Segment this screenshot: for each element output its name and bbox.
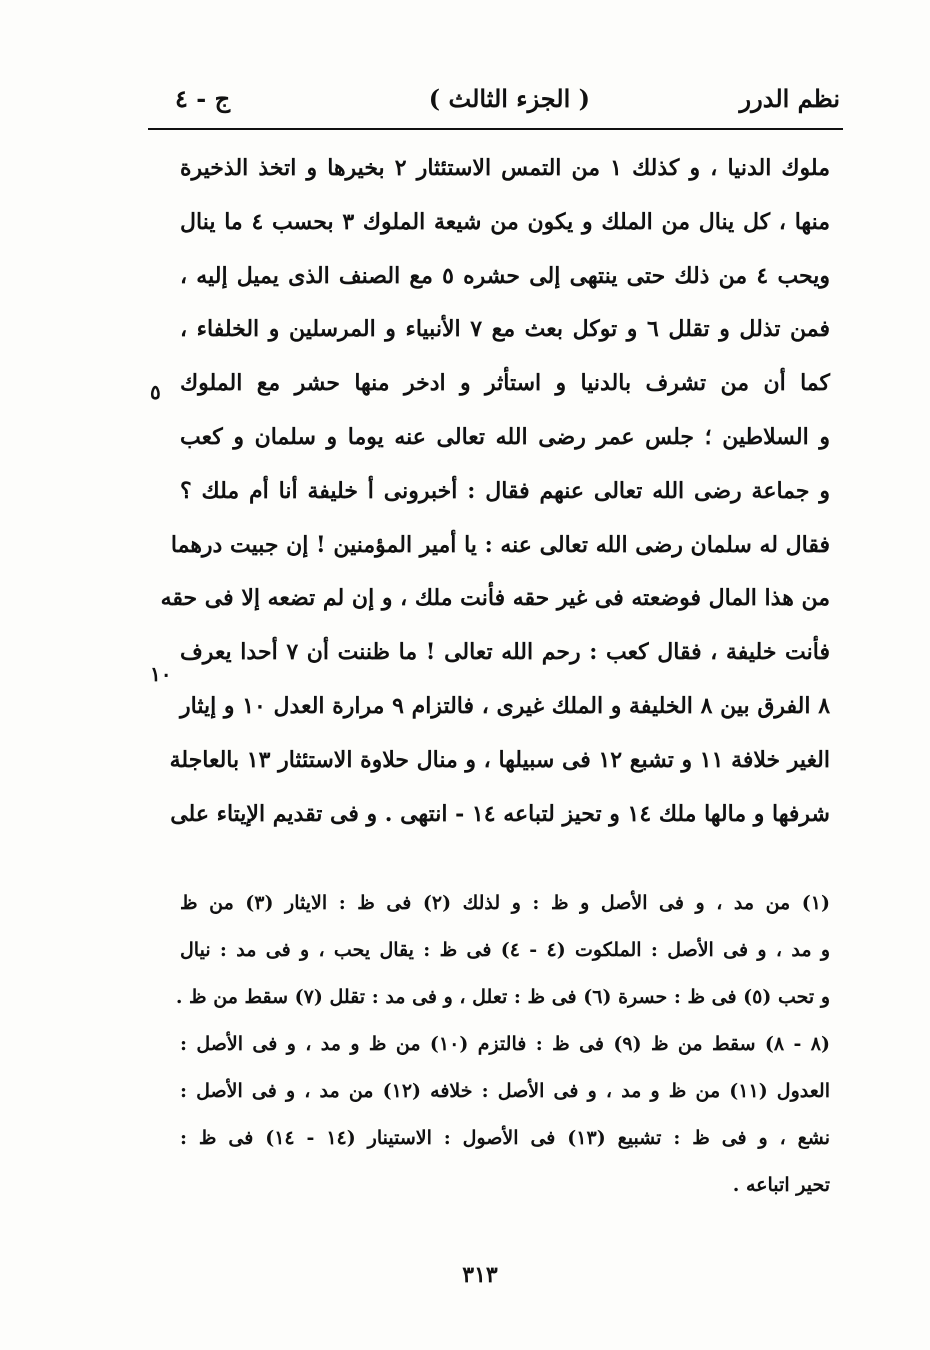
text-line: شرفها و مالها ملك ١٤ و تحيز لتباعه ١٤ - انتهى . و فى تقديم الإيتاء على — [170, 800, 830, 827]
text-line: ملوك الدنيا ، و كذلك ١ من التمس الاستئثار ٢ بخيرها و اتخذ الذخيرة — [180, 155, 830, 181]
text-line: فمن تذلل و تقلل ٦ و توكل بعث مع ٧ الأنبياء و المرسلين و الخلفاء ، — [180, 316, 831, 343]
text-line: من هذا المال فوضعته فى غير حقه فأنت ملك ، و إن لم تضعه إلا فى حقه — [160, 585, 830, 612]
footnote-line: نشع ، و فى ظ : تشبيع (١٣) فى الأصول : الاستينار (١٤ - ١٤) فى ظ : — [180, 1127, 831, 1149]
text-line: ٨ الفرق بين ٨ الخليفة و الملك غيرى ، فالتزام ٩ مرارة العدل ١٠ و إيثار — [180, 692, 831, 719]
footnote-line: و تحب (٥) فى ظ : حسرة (٦) فى ظ : تعلل ، و فى مد : تقلل (٧) سقط من ظ . — [175, 986, 830, 1008]
page-number: ٣١٣ — [462, 1262, 498, 1288]
text-line: و السلاطين ؛ جلس عمر رضى الله تعالى عنه يوما و سلمان و كعب — [180, 423, 830, 450]
footnote-line: العدول (١١) من ظ و مد ، و فى الأصل : خلافه (١٢) من مد ، و فى الأصل : — [180, 1080, 830, 1102]
line-number-10: ١٠ — [150, 662, 172, 686]
line-number-5: ٥ — [150, 380, 161, 404]
book-title: نظم الدرر — [739, 84, 840, 113]
text-line: الغير خلافة ١١ و تشبع ١٢ فى سبيلها ، و منال حلاوة الاستئثار ١٣ بالعاجلة — [169, 746, 830, 773]
part-label: ( الجزء الثالث ) — [428, 84, 590, 113]
footnote-line: و مد ، و فى الأصل : الملكوت (٤ - ٤) فى ظ : يقال يحب ، و فى مد : نيال — [180, 939, 830, 961]
main-text — [160, 142, 831, 841]
text-line: فقال له سلمان رضى الله تعالى عنه : يا أمير المؤمنين ! إن جبيت درهما — [170, 531, 830, 558]
footnote-line: تحير اتباعه . — [732, 1174, 830, 1196]
header-rule — [148, 128, 843, 130]
volume-label: ج - ٤ — [175, 84, 231, 113]
text-line: كما أن من تشرف بالدنيا و استأثر و ادخر منها حشر مع الملوك — [180, 370, 830, 397]
text-line: منها ، كل ينال من الملك و يكون من شيعة الملوك ٣ بحسب ٤ ما ينال — [180, 208, 830, 235]
footnote-line: (١) من مد ، و فى الأصل و ظ : و لذلك (٢) فى ظ : الايثار (٣) من ظ — [180, 892, 830, 914]
text-line: فأنت خليفة ، فقال كعب : رحم الله تعالى ! ما ظننت أن ٧ أحدا يعرف — [180, 639, 830, 666]
footnotes — [175, 880, 831, 1209]
footnote-line: (٨ - ٨) سقط من ظ (٩) فى ظ : فالتزم (١٠) من ظ و مد ، و فى الأصل : — [180, 1033, 831, 1055]
text-line: ويحب ٤ من ذلك حتى ينتهى إلى حشره ٥ مع الصنف الذى يميل إليه ، — [180, 262, 831, 289]
running-header — [175, 78, 840, 124]
text-line: و جماعة رضى الله تعالى عنهم فقال : أخبرونى أ خليفة أنا أم ملك ؟ — [180, 477, 830, 504]
